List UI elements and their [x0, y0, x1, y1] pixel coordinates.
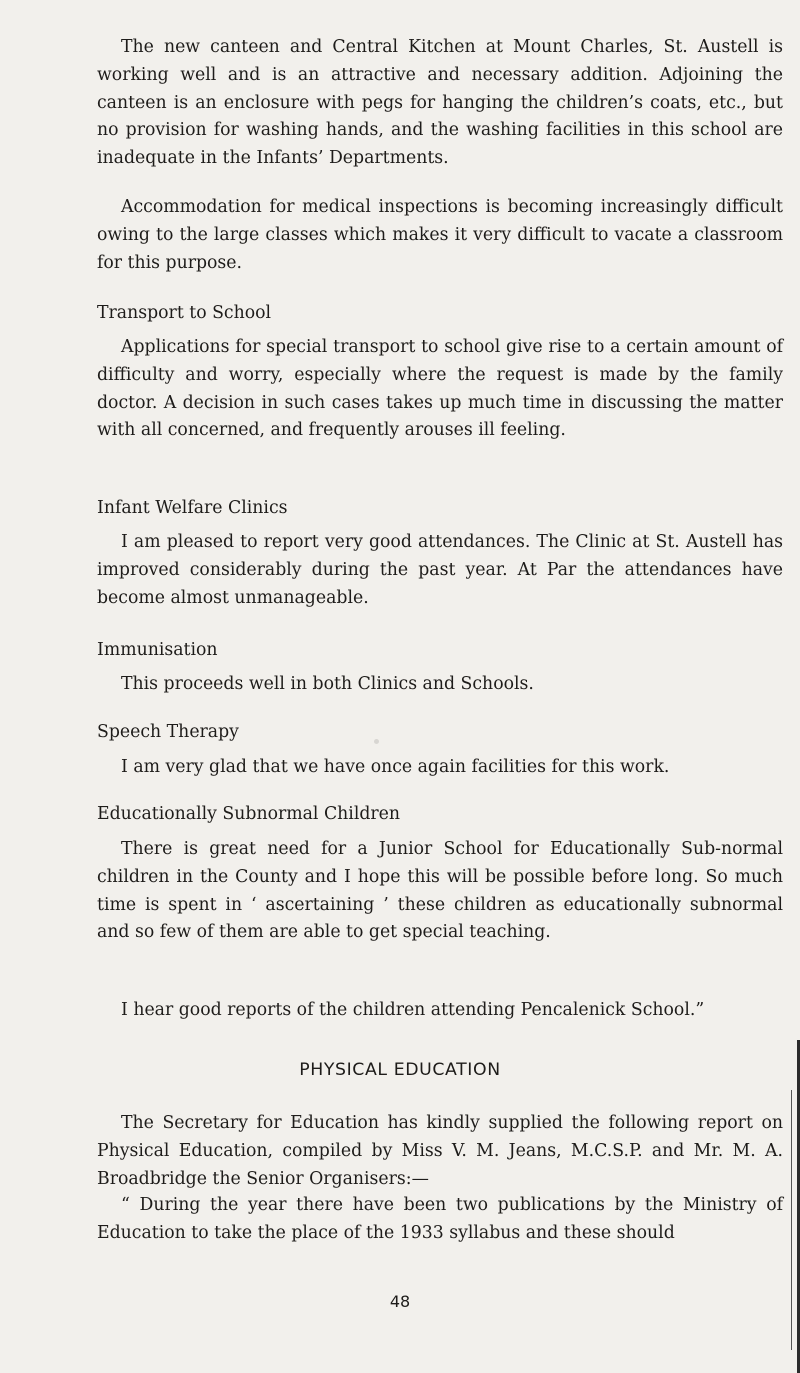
- heading-infant-welfare: Infant Welfare Clinics: [97, 498, 288, 518]
- paragraph-speech-therapy: I am very glad that we have once again facilities for this work.: [121, 757, 670, 777]
- paragraph-medical-inspections: Accommodation for medical inspections is becoming increasingly difficult owing to the large classes which makes it very difficult to vacate a classroom for this purpose.: [97, 197, 783, 273]
- page-number: 48: [389, 1292, 411, 1311]
- paragraph-esn-2: I hear good reports of the children attending Pencalenick School.”: [121, 1000, 705, 1020]
- paragraph-esn-1: There is great need for a Junior School for Educationally Sub-normal children in the County and I hope this will be possible before long. So much time is spent in ‘ ascertaining ’ these children as educationally subnormal and so few of them are able to get special teaching.: [97, 839, 783, 943]
- paragraph-infant-welfare: I am pleased to report very good attendances. The Clinic at St. Austell has improved considerably during the past year. At Par the attendances have become almost unmanageable.: [97, 532, 783, 608]
- paragraph-physical-education-1: The Secretary for Education has kindly supplied the following report on Physical Education, compiled by Miss V. M. Jeans, M.C.S.P. and Mr. M. A. Broadbridge the Senior Organisers:—: [97, 1113, 783, 1189]
- paragraph-transport: Applications for special transport to school give rise to a certain amount of difficulty and worry, especially where the request is made by the family doctor. A decision in such cases takes up much time in discussing the matter with all concerned, and frequently arouses ill feeling.: [97, 337, 783, 441]
- heading-speech-therapy: Speech Therapy: [97, 722, 239, 742]
- section-title-physical-education: PHYSICAL EDUCATION: [299, 1060, 501, 1080]
- heading-transport: Transport to School: [97, 303, 272, 323]
- heading-immunisation: Immunisation: [97, 640, 218, 660]
- paragraph-physical-education-2: “ During the year there have been two publications by the Ministry of Education to take the place of the 1933 syllabus and these should: [97, 1195, 783, 1243]
- page-edge-line: [791, 1090, 792, 1350]
- scan-speck: [374, 739, 379, 744]
- paragraph-canteen: The new canteen and Central Kitchen at Mount Charles, St. Austell is working well and is an attractive and necessary addition. Adjoining the canteen is an enclosure with pegs for hanging the children’s coats, etc., but no provision for washing hands, and the washing facilities in this school are inadequate in the Infants’ Departments.: [97, 37, 783, 169]
- paragraph-immunisation: This proceeds well in both Clinics and Schools.: [121, 674, 534, 694]
- heading-educationally-subnormal: Educationally Subnormal Children: [97, 804, 401, 824]
